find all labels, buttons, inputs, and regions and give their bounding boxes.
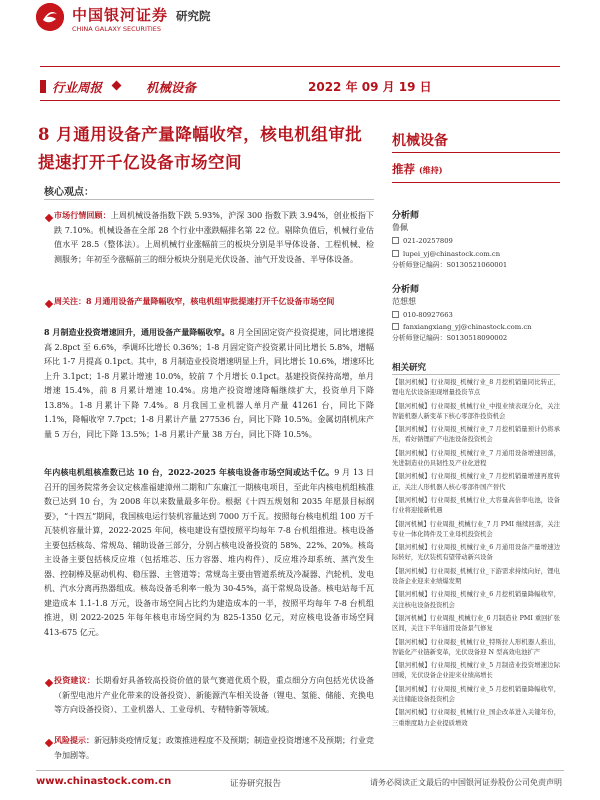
related-item[interactable]: 【银河机械】行业周报_机械行业_特斯拉人形机器人推出，智能化产业链新变革，光伏设备迎 N 型高效电池扩产 <box>392 638 560 656</box>
market-review-text: 上周机械设备指数下跌 5.93%，沪深 300 指数下跌 3.94%，创业板指下跌 7.10%。机械设备在全部 28 个行业中涨跌幅排名第 22 位。剔除负值后，机械行业估值水平 28.5（整体法）。上周机械行业涨幅前三的板块分别是半导体设备、工程机械、检测服务；年初至今涨幅前三的细分板块分别是光伏设备、油气开发设备、半导体设备。 <box>54 211 374 264</box>
footer-website-link[interactable]: www.chinastock.com.cn <box>36 776 172 787</box>
bullet-diamond-icon <box>45 300 53 308</box>
core-view-label: 核心观点： <box>44 187 94 198</box>
related-item[interactable]: 【银河机械】行业周报_机械行业_7 月 PMI 继续回落，关注专业一体化铸件及工业母机投资机会 <box>392 520 561 538</box>
rating-sub: (维持) <box>419 165 443 175</box>
analyst2-email[interactable]: fanxiangxiang_yj@chinastock.com.cn <box>403 323 532 331</box>
investment-lead: 投资建议： <box>54 675 96 685</box>
phone-icon <box>392 237 399 244</box>
investment-paragraph <box>54 673 374 718</box>
manufacturing-lead: 8 月制造业投资增速回升，通用设备产量降幅收窄。 <box>44 327 230 337</box>
rating-value: 推荐 <box>392 162 415 176</box>
related-item[interactable]: 【银河机械】行业周报_机械行业_8 月挖机销量同比转正，锂电光伏设备迎现增量投资节点 <box>392 379 560 397</box>
related-item[interactable]: 【银河机械】行业周报_机械行业_6 月挖机销量降幅收窄，关注核电设备投资机会 <box>392 591 560 609</box>
mail-icon <box>392 250 399 257</box>
phone-icon <box>392 311 399 318</box>
risk-lead: 风险提示： <box>54 735 94 745</box>
manufacturing-paragraph <box>44 325 374 442</box>
related-item[interactable]: 【银河机械】行业周报_机械行业_5 月制造业投资增速边际回暖，光伏设备企业迎来业绩高增长 <box>392 662 560 680</box>
analyst2-name: 范想想 <box>392 297 416 306</box>
market-review-lead: 市场行情回顾： <box>54 210 111 220</box>
risk-paragraph <box>54 733 374 763</box>
company-logo-icon <box>36 3 64 31</box>
bullet-diamond-icon <box>45 214 53 222</box>
company-name-en: CHINA GALAXY SECURITIES <box>72 25 161 33</box>
separator-diamond-icon <box>112 81 122 91</box>
report-date: 2022 年 09 月 19 日 <box>308 80 432 94</box>
market-review-paragraph <box>54 208 374 267</box>
report-type: 行业周报 <box>52 80 103 95</box>
bullet-diamond-icon <box>45 679 53 687</box>
institute-label: 研究院 <box>176 9 211 23</box>
header-bottom-rule <box>40 100 560 101</box>
analyst1-cert: 分析师登记编码：S0130521060001 <box>392 261 508 269</box>
report-sector: 机械设备 <box>146 80 197 95</box>
report-type-marker <box>40 80 46 93</box>
related-item[interactable]: 【银河机械】行业周报_机械行业_国企改革进入关键年份，三重维度助力企业提质增效 <box>392 709 560 727</box>
analyst2-email-row <box>392 322 532 334</box>
related-item[interactable]: 【银河机械】行业周报_机械行业_6 月制造业 PMI 重回扩张区间，关注下半年通用设备景气修复 <box>392 614 561 633</box>
report-title: 8 月通用设备产量降幅收窄，核电机组审批提速打开千亿设备市场空间 <box>38 125 363 172</box>
related-item[interactable]: 【银河机械】行业周报_机械行业_5 月挖机销量降幅收窄，关注储能设备投资机会 <box>392 685 560 704</box>
analyst-label: 分析师 <box>392 211 420 221</box>
company-name-cn: 中国银河证券 <box>72 6 169 24</box>
analyst1-phone: 021-20257809 <box>403 237 453 245</box>
footer-disclaimer: 请务必阅读正文最后的中国银河证券股份公司免责声明 <box>370 778 562 787</box>
footer-rule <box>36 770 564 771</box>
header-top-rule <box>40 66 560 67</box>
related-item[interactable]: 【银河机械】行业周报_机械行业_下游需求持续向好，锂电设备企业迎来业绩爆发期 <box>392 567 560 586</box>
related-item[interactable]: 【银河机械】行业周报_机械行业_中报业绩表现分化，关注智能机器人新变革下核心零部件投资机会 <box>392 402 560 420</box>
footer-doc-type: 证券研究报告 <box>230 779 282 789</box>
nuclear-lead: 年内核电机组核准数已达 10 台，2022-2025 年核电设备市场空间或达千亿。 <box>44 467 335 477</box>
industry-name: 机械设备 <box>392 133 448 149</box>
related-item[interactable]: 【银河机械】行业周报_机械行业_7 月挖机销量增速再度转正，关注人形机器人核心零部件国产替代 <box>392 473 560 491</box>
manufacturing-text: 8 月全国固定资产投资提速，同比增速提高 2.8pct 至 6.6%，季调环比增长 0.36%；1-8 月固定资产投资累计同比增长 5.8%，增幅环比 1-7 月提高 0.1pct。其中，8 月制造业投资增速明显上升，同比增长 10.6%，增速环比上升 3.1pct；1-8 月累计增速 10.0%，较前 7 个月增长 0.1pct。基建投资保持高增，单月增速 15.4%，前 8 月累计增速 10.4%。房地产投资增速降幅继续扩大，投资单月下降 13.8%。1-8 月累计下降 7.4%。8 月我国工业机器人单月产量 41261 台，同比下降 1.1%，降幅收窄 7.7pct；1-8 月累计产量 277536 台，同比下降 10.5%。金属切削机床产量 5 万台，同比下降 13.5%；1-8 月累计产量 38 万台，同比下降 10.5%。 <box>44 328 374 439</box>
related-rule <box>392 374 560 375</box>
analyst1-phone-row <box>392 236 453 248</box>
industry-rule <box>392 152 560 153</box>
nuclear-paragraph <box>44 465 374 640</box>
analyst1-name: 鲁佩 <box>392 223 408 232</box>
weekly-focus-heading: 周关注：8 月通用设备产量降幅收窄，核电机组审批提速打开千亿设备市场空间 <box>54 296 335 306</box>
investment-text: 长期看好具备较高投资价值的景气赛道优质个股，重点细分方向包括光伏设备（新型电池片产业化带来的设备投资）、新能源汽车相关设备（锂电、氢能、储能、充换电等方向设备投资）、工业机器人、工业母机、专精特新等领域。 <box>54 676 375 714</box>
analyst2-cert: 分析师登记编码：S0130518090002 <box>392 334 508 342</box>
related-item[interactable]: 【银河机械】行业周报_机械行业_7 月挖机销量预计仍将承压，看好钠锂矿产电池设备投资机会 <box>392 426 560 444</box>
core-view-rule <box>44 199 374 200</box>
risk-text: 新冠肺炎疫情反复；政策推进程度不及预期；制造业投资增速不及预期；行业竞争加剧等。 <box>54 736 374 760</box>
rating-rule <box>392 182 560 183</box>
bullet-diamond-icon <box>45 739 53 747</box>
related-research-list <box>392 378 560 732</box>
related-item[interactable]: 【银河机械】行业周报_机械行业_大容量高倍率电池，设备行业将迎接新机遇 <box>392 496 560 515</box>
analyst2-phone-row <box>392 310 453 322</box>
related-item[interactable]: 【银河机械】行业周报_机械行业_6 月通用设备产量增速边际转好，光伏装机有望带动新兴设备 <box>392 544 560 562</box>
analyst-label: 分析师 <box>392 285 420 295</box>
mail-icon <box>392 323 399 330</box>
analyst1-email-row <box>392 249 500 261</box>
analyst2-phone: 010-80927663 <box>403 311 453 319</box>
related-research-label: 相关研究 <box>392 363 427 373</box>
rating <box>392 161 443 177</box>
nuclear-text: 9 月 13 日召开的国务院常务会议定核准福建漳州二期和广东廉江一期核电项目，至此年内核电机组核准数已达到 10 台，为 2008 年以来数量最多年份。根据《十四五规划和 2035 年愿景目标纲要》，“十四五”期间，我国核电运行装机容量达到 7000 万千瓦。按照每台核电机组 100 万千瓦装机容量计算，2022-2025 年间，核电建设有望按照平均每年 7-8 台机组推进。核电设备主要包括核岛、常规岛、辅助设备三部分，分别占核电设备投资的 58%、22%、20%。核岛主设备主要包括核反应堆（包括堆芯、压力容器、堆内构件）、反应堆冷却系统、蒸汽发生器、控制棒及驱动机构、稳压器、主管道等；常规岛主要由管道系统及冷凝器、汽轮机、发电机、汽水分离再热器组成。核岛设备毛利率一般为 30-45%，高于常规岛设备。核电站每千瓦建造成本 1.1-1.8 万元，设备市场空间占比约为建造成本的一半，按照平均每年 7-8 台机组推进，则 2022-2025 年每年核电市场空间约为 825-1350 亿元，对应核电设备市场空间 413-675 亿元。 <box>44 468 374 637</box>
related-item[interactable]: 【银河机械】行业周报_机械行业_7 月通用设备增速回落，先进制造业仍具韧性及产业化进程 <box>392 449 560 468</box>
analyst1-email[interactable]: lupei_yj@chinastock.com.cn <box>403 250 501 258</box>
